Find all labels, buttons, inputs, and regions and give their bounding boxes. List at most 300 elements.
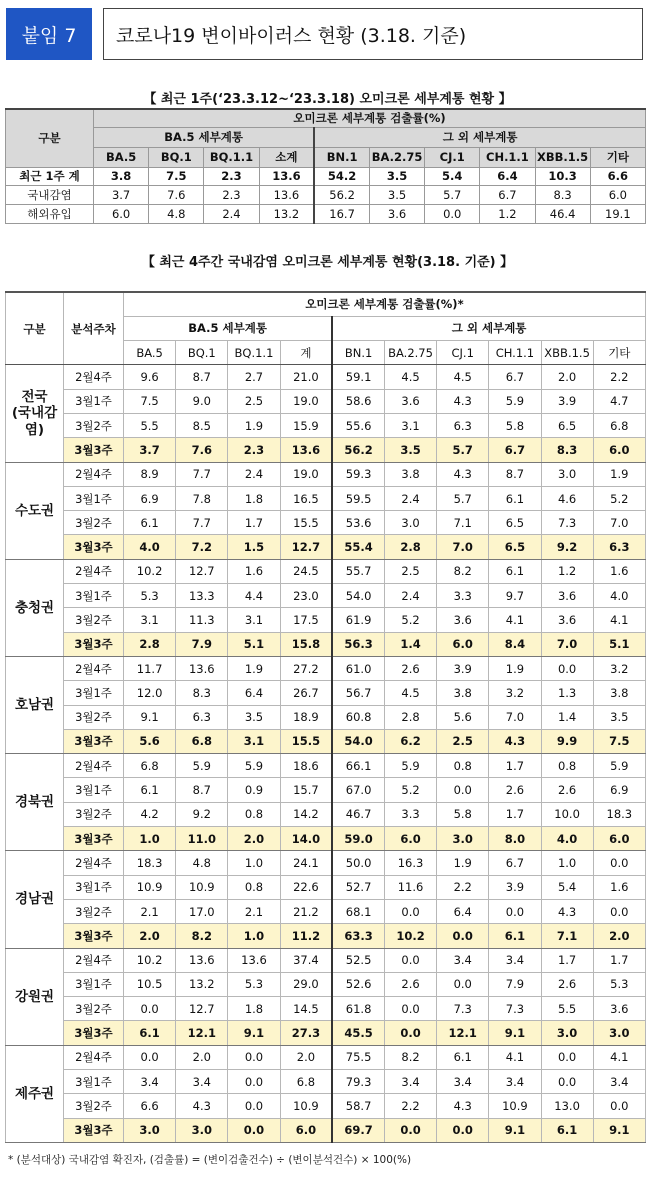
cell-value: 0.8	[228, 875, 280, 899]
cell-value: 3.7	[94, 185, 149, 204]
cell-value: 7.5	[149, 167, 204, 185]
cell-value: 9.0	[176, 389, 228, 413]
cell-value: 0.0	[228, 1118, 280, 1142]
week-label: 3월3주	[64, 729, 124, 753]
cell-value: 7.1	[437, 511, 489, 535]
cell-value: 6.5	[541, 413, 593, 437]
cell-value: 16.3	[384, 851, 436, 875]
column-header: BA.2.75	[369, 147, 424, 167]
cell-value: 6.6	[590, 167, 645, 185]
cell-value: 3.3	[437, 584, 489, 608]
cell-value: 56.2	[314, 185, 369, 204]
cell-value: 46.4	[535, 204, 590, 223]
table-row	[6, 948, 646, 972]
cell-value: 3.6	[369, 204, 424, 223]
cell-value: 11.3	[176, 608, 228, 632]
table-row	[6, 827, 646, 851]
cell-value: 3.4	[437, 948, 489, 972]
cell-value: 1.3	[541, 681, 593, 705]
cell-value: 1.7	[593, 948, 645, 972]
cell-value: 3.4	[489, 948, 541, 972]
cell-value: 5.1	[593, 632, 645, 656]
table-row	[6, 729, 646, 753]
cell-value: 0.0	[437, 972, 489, 996]
cell-value: 24.5	[280, 559, 332, 583]
cell-value: 5.4	[541, 875, 593, 899]
cell-value: 3.6	[593, 997, 645, 1021]
cell-value: 17.5	[280, 608, 332, 632]
cell-value: 10.2	[124, 559, 176, 583]
cell-value: 11.6	[384, 875, 436, 899]
cell-value: 0.0	[541, 1045, 593, 1069]
cell-value: 3.5	[384, 438, 436, 462]
cell-value: 2.6	[541, 778, 593, 802]
region-label: 호남권	[6, 656, 64, 753]
cell-value: 2.0	[280, 1045, 332, 1069]
region-label: 수도권	[6, 462, 64, 559]
cell-value: 6.1	[124, 1021, 176, 1045]
week-label: 2월4주	[64, 851, 124, 875]
cell-value: 8.3	[176, 681, 228, 705]
cell-value: 6.4	[228, 681, 280, 705]
cell-value: 10.3	[535, 167, 590, 185]
cell-value: 9.6	[124, 365, 176, 389]
cell-value: 1.6	[228, 559, 280, 583]
table-row	[6, 1021, 646, 1045]
week-label: 3월1주	[64, 778, 124, 802]
cell-value: 68.1	[332, 899, 384, 923]
cell-value: 2.0	[176, 1045, 228, 1069]
region-label: 제주권	[6, 1045, 64, 1142]
table-row	[6, 681, 646, 705]
cell-value: 6.1	[489, 486, 541, 510]
cell-value: 52.5	[332, 948, 384, 972]
cell-value: 19.0	[280, 462, 332, 486]
column-header: CJ.1	[425, 147, 480, 167]
cell-value: 50.0	[332, 851, 384, 875]
cell-value: 3.4	[384, 1070, 436, 1094]
cell-value: 9.2	[176, 802, 228, 826]
cell-value: 5.3	[228, 972, 280, 996]
cell-value: 0.8	[437, 754, 489, 778]
group-ba5: BA.5 세부계통	[124, 316, 333, 340]
region-label: 경남권	[6, 851, 64, 948]
footnote: * (분석대상) 국내감염 확진자, (검출률) = (변이검출건수) ÷ (변이분석건수) × 100(%)	[8, 1154, 412, 1166]
cell-value: 7.1	[541, 924, 593, 948]
cell-value: 8.7	[176, 778, 228, 802]
cell-value: 5.9	[176, 754, 228, 778]
cell-value: 3.4	[176, 1070, 228, 1094]
cell-value: 2.8	[384, 705, 436, 729]
cell-value: 7.9	[489, 972, 541, 996]
cell-value: 2.4	[204, 204, 259, 223]
cell-value: 9.1	[489, 1021, 541, 1045]
cell-value: 8.4	[489, 632, 541, 656]
cell-value: 8.0	[489, 827, 541, 851]
cell-value: 6.0	[437, 632, 489, 656]
cell-value: 6.0	[384, 827, 436, 851]
cell-value: 1.0	[541, 851, 593, 875]
cell-value: 9.1	[489, 1118, 541, 1142]
cell-value: 59.1	[332, 365, 384, 389]
cell-value: 7.5	[124, 389, 176, 413]
cell-value: 10.2	[384, 924, 436, 948]
week-label: 3월1주	[64, 486, 124, 510]
cell-value: 3.4	[124, 1070, 176, 1094]
week-label: 2월4주	[64, 754, 124, 778]
cell-value: 0.0	[541, 1070, 593, 1094]
cell-value: 3.6	[437, 608, 489, 632]
cell-value: 6.8	[124, 754, 176, 778]
week-label: 3월1주	[64, 389, 124, 413]
cell-value: 55.4	[332, 535, 384, 559]
cell-value: 23.0	[280, 584, 332, 608]
cell-value: 2.3	[204, 167, 259, 185]
header-row	[6, 109, 646, 127]
cell-value: 6.3	[437, 413, 489, 437]
cell-value: 3.9	[437, 656, 489, 680]
cell-value: 8.2	[437, 559, 489, 583]
cell-value: 6.8	[280, 1070, 332, 1094]
cell-value: 5.2	[384, 778, 436, 802]
region-label: 충청권	[6, 559, 64, 656]
cell-value: 4.4	[228, 584, 280, 608]
group-others: 그 외 세부계통	[314, 127, 645, 147]
cell-value: 5.7	[437, 438, 489, 462]
cell-value: 13.6	[280, 438, 332, 462]
cell-value: 2.5	[437, 729, 489, 753]
cell-value: 0.0	[124, 1045, 176, 1069]
cell-value: 56.7	[332, 681, 384, 705]
cell-value: 1.2	[541, 559, 593, 583]
cell-value: 13.0	[541, 1094, 593, 1118]
week-label: 2월4주	[64, 559, 124, 583]
cell-value: 2.1	[124, 899, 176, 923]
cell-value: 4.0	[593, 584, 645, 608]
section1-title: 【 최근 1주(‘23.3.12~‘23.3.18) 오미크론 세부계통 현황 】	[143, 92, 512, 107]
cell-value: 10.9	[280, 1094, 332, 1118]
cell-value: 63.3	[332, 924, 384, 948]
cell-value: 6.5	[489, 511, 541, 535]
table-row	[6, 1118, 646, 1142]
cell-value: 5.9	[384, 754, 436, 778]
column-header: XBB.1.5	[535, 147, 590, 167]
cell-value: 4.1	[593, 1045, 645, 1069]
cell-value: 6.0	[280, 1118, 332, 1142]
column-header: 기타	[590, 147, 645, 167]
cell-value: 6.0	[94, 204, 149, 223]
cell-value: 9.7	[489, 584, 541, 608]
cell-value: 55.7	[332, 559, 384, 583]
table-row	[6, 559, 646, 583]
cell-value: 4.2	[124, 802, 176, 826]
cell-value: 27.3	[280, 1021, 332, 1045]
weekly-summary-table	[5, 108, 646, 224]
cell-value: 10.9	[489, 1094, 541, 1118]
cell-value: 2.0	[593, 924, 645, 948]
col-group-label: 구분	[6, 109, 94, 167]
cell-value: 1.7	[489, 754, 541, 778]
table-row	[6, 365, 646, 389]
column-header: XBB.1.5	[541, 341, 593, 365]
cell-value: 37.4	[280, 948, 332, 972]
cell-value: 66.1	[332, 754, 384, 778]
cell-value: 7.5	[593, 729, 645, 753]
cell-value: 7.3	[541, 511, 593, 535]
cell-value: 5.1	[228, 632, 280, 656]
cell-value: 7.0	[437, 535, 489, 559]
table-row	[6, 899, 646, 923]
cell-value: 16.5	[280, 486, 332, 510]
table-row	[6, 802, 646, 826]
col-group-label: 구분	[6, 292, 64, 365]
cell-value: 7.0	[541, 632, 593, 656]
cell-value: 2.3	[204, 185, 259, 204]
cell-value: 2.8	[384, 535, 436, 559]
week-label: 3월3주	[64, 924, 124, 948]
cell-value: 15.7	[280, 778, 332, 802]
week-label: 2월4주	[64, 1045, 124, 1069]
cell-value: 6.0	[593, 438, 645, 462]
week-label: 2월4주	[64, 656, 124, 680]
cell-value: 0.0	[593, 851, 645, 875]
cell-value: 10.5	[124, 972, 176, 996]
cell-value: 6.1	[489, 559, 541, 583]
cell-value: 0.0	[228, 1094, 280, 1118]
cell-value: 10.0	[541, 802, 593, 826]
cell-value: 7.9	[176, 632, 228, 656]
cell-value: 0.0	[384, 948, 436, 972]
column-header: BA.2.75	[384, 341, 436, 365]
cell-value: 18.3	[124, 851, 176, 875]
cell-value: 3.5	[228, 705, 280, 729]
page-header	[6, 8, 643, 60]
cell-value: 0.9	[228, 778, 280, 802]
cell-value: 2.0	[124, 924, 176, 948]
cell-value: 10.9	[176, 875, 228, 899]
week-label: 3월3주	[64, 438, 124, 462]
week-label: 2월4주	[64, 948, 124, 972]
cell-value: 5.6	[124, 729, 176, 753]
cell-value: 13.2	[176, 972, 228, 996]
cell-value: 3.4	[593, 1070, 645, 1094]
cell-value: 3.0	[541, 1021, 593, 1045]
week-label: 3월3주	[64, 535, 124, 559]
cell-value: 0.0	[489, 899, 541, 923]
cell-value: 15.9	[280, 413, 332, 437]
cell-value: 53.6	[332, 511, 384, 535]
cell-value: 2.5	[228, 389, 280, 413]
cell-value: 2.1	[228, 899, 280, 923]
cell-value: 3.3	[384, 802, 436, 826]
attachment-badge: 붙임 7	[6, 8, 92, 60]
cell-value: 29.0	[280, 972, 332, 996]
cell-value: 2.0	[228, 827, 280, 851]
week-label: 3월2주	[64, 608, 124, 632]
cell-value: 7.3	[437, 997, 489, 1021]
week-label: 3월1주	[64, 681, 124, 705]
cell-value: 3.6	[541, 584, 593, 608]
cell-value: 0.0	[437, 778, 489, 802]
cell-value: 4.1	[489, 1045, 541, 1069]
cell-value: 5.6	[437, 705, 489, 729]
cell-value: 67.0	[332, 778, 384, 802]
cell-value: 6.0	[590, 185, 645, 204]
table-row	[6, 778, 646, 802]
cell-value: 1.5	[228, 535, 280, 559]
region-label: 강원권	[6, 948, 64, 1045]
column-header: BN.1	[314, 147, 369, 167]
cell-value: 7.8	[176, 486, 228, 510]
cell-value: 3.9	[541, 389, 593, 413]
cell-value: 1.8	[228, 486, 280, 510]
cell-value: 0.0	[124, 997, 176, 1021]
cell-value: 3.2	[593, 656, 645, 680]
table-row	[6, 754, 646, 778]
cell-value: 16.7	[314, 204, 369, 223]
cell-value: 5.7	[425, 185, 480, 204]
cell-value: 0.0	[541, 656, 593, 680]
row-label: 최근 1주 계	[6, 167, 94, 185]
cell-value: 2.4	[228, 462, 280, 486]
cell-value: 1.9	[489, 656, 541, 680]
cell-value: 1.9	[593, 462, 645, 486]
cell-value: 1.6	[593, 559, 645, 583]
cell-value: 4.3	[437, 389, 489, 413]
column-header: BQ.1.1	[204, 147, 259, 167]
column-header: CH.1.1	[480, 147, 535, 167]
column-header: BQ.1.1	[228, 341, 280, 365]
document-title: 코로나19 변이바이러스 현황 (3.18. 기준)	[103, 8, 643, 60]
cell-value: 2.6	[384, 972, 436, 996]
cell-value: 2.0	[541, 365, 593, 389]
cell-value: 8.5	[176, 413, 228, 437]
week-label: 3월2주	[64, 802, 124, 826]
column-header: BQ.1	[176, 341, 228, 365]
cell-value: 54.2	[314, 167, 369, 185]
cell-value: 0.0	[437, 1118, 489, 1142]
cell-value: 61.8	[332, 997, 384, 1021]
cell-value: 3.6	[384, 389, 436, 413]
cell-value: 69.7	[332, 1118, 384, 1142]
cell-value: 2.8	[124, 632, 176, 656]
cell-value: 7.6	[176, 438, 228, 462]
cell-value: 19.0	[280, 389, 332, 413]
cell-value: 3.6	[541, 608, 593, 632]
table-row	[6, 204, 646, 223]
week-label: 3월3주	[64, 632, 124, 656]
cell-value: 8.3	[541, 438, 593, 462]
cell-value: 61.9	[332, 608, 384, 632]
cell-value: 4.5	[384, 681, 436, 705]
cell-value: 0.0	[593, 899, 645, 923]
cell-value: 0.0	[593, 1094, 645, 1118]
cell-value: 1.0	[228, 924, 280, 948]
cell-value: 13.6	[259, 167, 314, 185]
week-label: 3월2주	[64, 899, 124, 923]
row-label: 해외유입	[6, 204, 94, 223]
cell-value: 5.9	[489, 389, 541, 413]
cell-value: 0.0	[425, 204, 480, 223]
cell-value: 3.5	[369, 185, 424, 204]
cell-value: 4.0	[541, 827, 593, 851]
cell-value: 8.2	[384, 1045, 436, 1069]
cell-value: 1.0	[228, 851, 280, 875]
group-others: 그 외 세부계통	[332, 316, 645, 340]
table-row	[6, 608, 646, 632]
table-row	[6, 924, 646, 948]
cell-value: 2.5	[384, 559, 436, 583]
cell-value: 2.4	[384, 486, 436, 510]
cell-value: 13.6	[176, 948, 228, 972]
cell-value: 19.1	[590, 204, 645, 223]
cell-value: 54.0	[332, 729, 384, 753]
cell-value: 6.8	[593, 413, 645, 437]
cell-value: 15.5	[280, 729, 332, 753]
cell-value: 2.2	[384, 1094, 436, 1118]
cell-value: 4.5	[437, 365, 489, 389]
table-row	[6, 167, 646, 185]
cell-value: 4.5	[384, 365, 436, 389]
cell-value: 5.3	[593, 972, 645, 996]
cell-value: 12.1	[437, 1021, 489, 1045]
cell-value: 8.2	[176, 924, 228, 948]
cell-value: 15.8	[280, 632, 332, 656]
top-header: 오미크론 세부계통 검출률(%)*	[124, 292, 646, 316]
cell-value: 13.6	[228, 948, 280, 972]
cell-value: 3.8	[94, 167, 149, 185]
cell-value: 9.2	[541, 535, 593, 559]
cell-value: 3.2	[489, 681, 541, 705]
cell-value: 2.3	[228, 438, 280, 462]
cell-value: 13.6	[259, 185, 314, 204]
week-label: 3월3주	[64, 1021, 124, 1045]
cell-value: 13.2	[259, 204, 314, 223]
cell-value: 21.2	[280, 899, 332, 923]
cell-value: 1.7	[228, 511, 280, 535]
cell-value: 52.7	[332, 875, 384, 899]
cell-value: 14.5	[280, 997, 332, 1021]
cell-value: 55.6	[332, 413, 384, 437]
cell-value: 3.1	[228, 729, 280, 753]
header-row	[6, 292, 646, 316]
cell-value: 3.9	[489, 875, 541, 899]
cell-value: 6.9	[124, 486, 176, 510]
cell-value: 12.7	[176, 559, 228, 583]
cell-value: 1.2	[480, 204, 535, 223]
cell-value: 6.6	[124, 1094, 176, 1118]
table-row	[6, 997, 646, 1021]
cell-value: 7.7	[176, 511, 228, 535]
table-row	[6, 535, 646, 559]
cell-value: 18.6	[280, 754, 332, 778]
table-row	[6, 875, 646, 899]
cell-value: 4.8	[176, 851, 228, 875]
cell-value: 4.3	[176, 1094, 228, 1118]
cell-value: 6.4	[437, 899, 489, 923]
table-row	[6, 705, 646, 729]
cell-value: 22.6	[280, 875, 332, 899]
cell-value: 5.9	[593, 754, 645, 778]
cell-value: 46.7	[332, 802, 384, 826]
cell-value: 4.1	[593, 608, 645, 632]
cell-value: 3.0	[176, 1118, 228, 1142]
cell-value: 10.2	[124, 948, 176, 972]
cell-value: 2.6	[541, 972, 593, 996]
cell-value: 5.3	[124, 584, 176, 608]
cell-value: 4.3	[541, 899, 593, 923]
table-row	[6, 656, 646, 680]
